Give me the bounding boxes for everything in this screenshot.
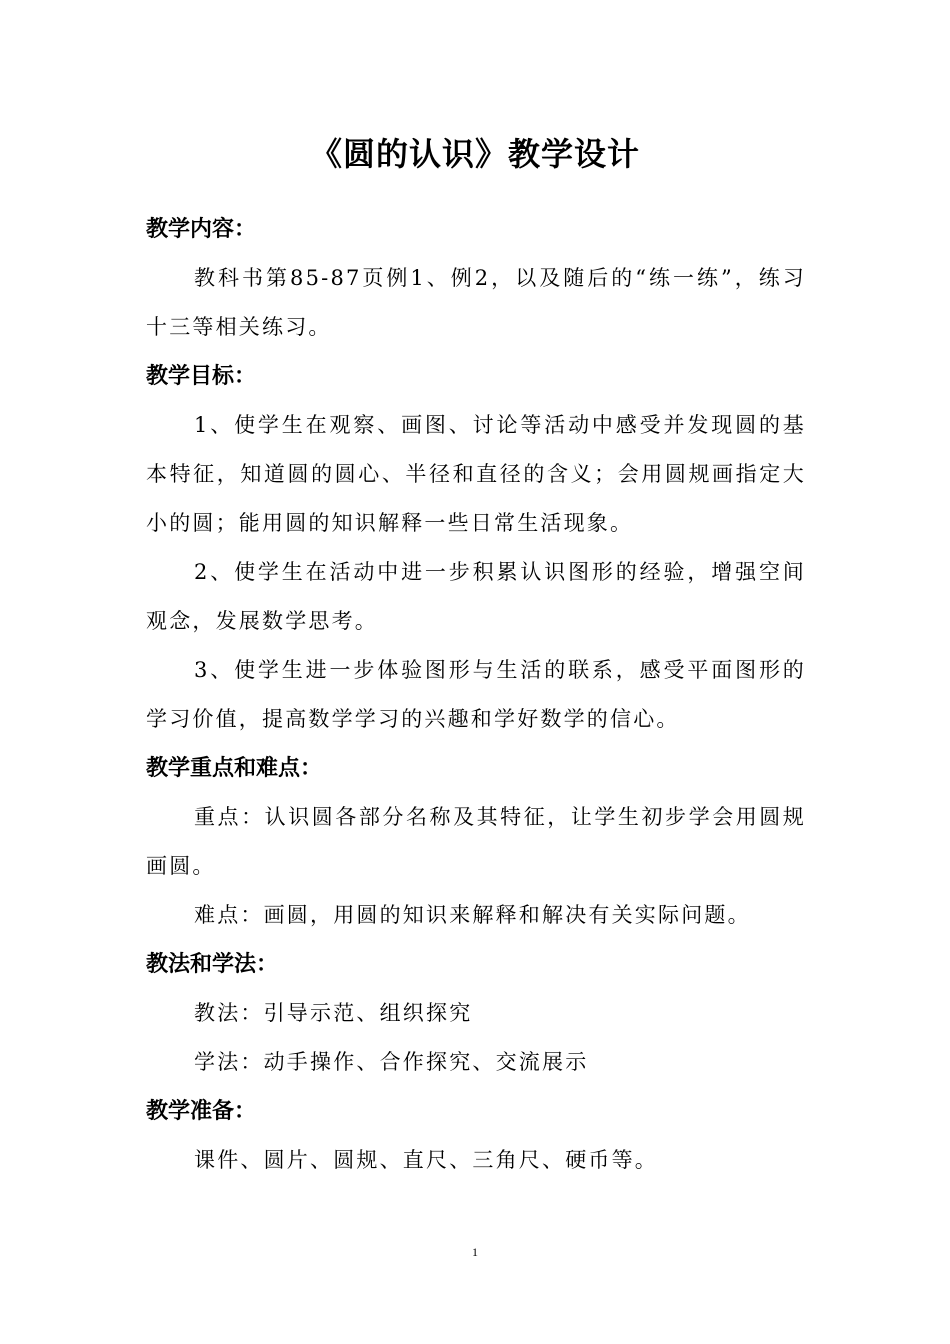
paragraph: 课件、圆片、圆规、直尺、三角尺、硬币等。 xyxy=(194,1148,658,1172)
page-title: 《圆的认识》教学设计 xyxy=(309,135,640,173)
paragraph: 1、使学生在观察、画图、讨论等活动中感受并发现圆的基本特征，知道圆的圆心、半径和直径的含义；会用圆规画指定大小的圆；能用圆的知识解释一些日常生活现象。 xyxy=(146,413,806,535)
page-number: 1 xyxy=(472,1245,478,1259)
paragraph: 重点：认识圆各部分名称及其特征，让学生初步学会用圆规画圆。 xyxy=(146,805,806,878)
paragraph: 2、使学生在活动中进一步积累认识图形的经验，增强空间观念，发展数学思考。 xyxy=(146,560,806,633)
section-heading: 教学准备： xyxy=(146,1099,257,1124)
section-preparation xyxy=(146,1087,806,1185)
paragraph: 3、使学生进一步体验图形与生活的联系，感受平面图形的学习价值，提高数学学习的兴趣和学好数学的信心。 xyxy=(146,658,806,731)
paragraph: 难点：画圆，用圆的知识来解释和解决有关实际问题。 xyxy=(194,903,751,927)
section-key-points xyxy=(146,744,806,940)
paragraph: 教科书第85-87页例1、例2，以及随后的“练一练”，练习十三等相关练习。 xyxy=(146,266,806,339)
section-heading: 教学目标： xyxy=(146,364,257,389)
section-methods xyxy=(146,940,806,1087)
section-heading: 教法和学法： xyxy=(146,952,279,977)
document-body xyxy=(146,205,806,1185)
section-teaching-content xyxy=(146,205,806,352)
paragraph: 教法：引导示范、组织探究 xyxy=(194,1001,473,1025)
section-heading: 教学内容： xyxy=(146,217,257,242)
section-teaching-objectives xyxy=(146,352,806,744)
paragraph: 学法：动手操作、合作探究、交流展示 xyxy=(194,1050,589,1074)
section-heading: 教学重点和难点： xyxy=(146,756,323,781)
